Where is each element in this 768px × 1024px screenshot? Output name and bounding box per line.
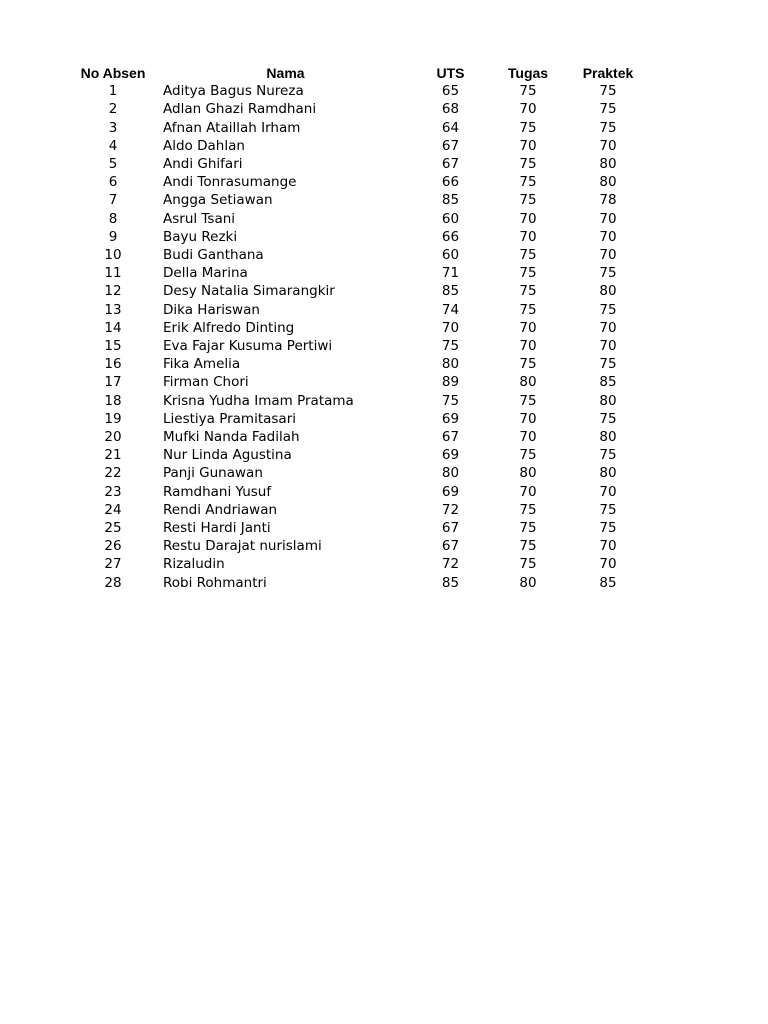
cell-no-absen[interactable]: 11 bbox=[104, 265, 122, 282]
cell-no-absen[interactable]: 12 bbox=[104, 283, 122, 300]
cell-nama[interactable]: Afnan Ataillah Irham bbox=[163, 119, 301, 136]
cell-tugas[interactable]: 75 bbox=[519, 119, 537, 136]
cell-tugas[interactable]: 80 bbox=[519, 374, 537, 391]
cell-tugas[interactable]: 75 bbox=[519, 174, 537, 191]
table-row bbox=[68, 555, 648, 573]
table-row bbox=[68, 137, 648, 155]
cell-nama[interactable]: Firman Chori bbox=[163, 374, 249, 391]
table-row bbox=[68, 319, 648, 337]
cell-no-absen[interactable]: 15 bbox=[104, 338, 122, 355]
cell-praktek[interactable]: 80 bbox=[599, 429, 617, 446]
cell-no-absen[interactable]: 18 bbox=[104, 392, 122, 409]
cell-praktek[interactable]: 75 bbox=[599, 265, 617, 282]
cell-nama[interactable]: Liestiya Pramitasari bbox=[163, 410, 297, 427]
table-row bbox=[68, 173, 648, 191]
cell-no-absen[interactable]: 16 bbox=[104, 356, 122, 373]
cell-nama[interactable]: Asrul Tsani bbox=[163, 210, 236, 227]
table-row bbox=[68, 228, 648, 246]
cell-tugas[interactable]: 75 bbox=[519, 156, 537, 173]
cell-tugas[interactable]: 70 bbox=[519, 228, 537, 245]
cell-no-absen[interactable]: 8 bbox=[108, 210, 118, 227]
cell-tugas[interactable]: 80 bbox=[519, 465, 537, 482]
cell-praktek[interactable]: 70 bbox=[599, 556, 617, 573]
cell-no-absen[interactable]: 14 bbox=[104, 319, 122, 336]
header-row bbox=[68, 64, 648, 82]
table-row bbox=[68, 82, 648, 100]
cell-uts[interactable]: 64 bbox=[441, 119, 460, 136]
cell-no-absen[interactable]: 25 bbox=[104, 520, 122, 537]
cell-nama[interactable]: Restu Darajat nurislami bbox=[163, 538, 322, 555]
cell-no-absen[interactable]: 5 bbox=[108, 156, 118, 173]
cell-no-absen[interactable]: 28 bbox=[104, 574, 122, 591]
cell-uts[interactable]: 72 bbox=[441, 501, 460, 518]
cell-uts[interactable]: 69 bbox=[441, 483, 460, 500]
cell-tugas[interactable]: 70 bbox=[519, 319, 537, 336]
table-row bbox=[68, 428, 648, 446]
table-row bbox=[68, 483, 648, 501]
cell-no-absen[interactable]: 10 bbox=[104, 247, 122, 264]
cell-tugas[interactable]: 75 bbox=[519, 501, 537, 518]
cell-tugas[interactable]: 70 bbox=[519, 410, 537, 427]
cell-no-absen[interactable]: 26 bbox=[104, 538, 122, 555]
table-row bbox=[68, 246, 648, 264]
cell-tugas[interactable]: 70 bbox=[519, 137, 537, 154]
cell-tugas[interactable]: 70 bbox=[519, 483, 537, 500]
cell-praktek[interactable]: 75 bbox=[599, 356, 617, 373]
cell-no-absen[interactable]: 20 bbox=[104, 429, 122, 446]
cell-uts[interactable]: 89 bbox=[441, 374, 460, 391]
cell-tugas[interactable]: 75 bbox=[519, 538, 537, 555]
cell-nama[interactable]: Nur Linda Agustina bbox=[163, 447, 292, 464]
cell-praktek[interactable]: 75 bbox=[599, 447, 617, 464]
cell-tugas[interactable]: 75 bbox=[519, 392, 537, 409]
cell-praktek[interactable]: 75 bbox=[599, 119, 617, 136]
cell-no-absen[interactable]: 23 bbox=[104, 483, 122, 500]
cell-tugas[interactable]: 75 bbox=[519, 247, 537, 264]
table-row bbox=[68, 574, 648, 592]
cell-nama[interactable]: Ramdhani Yusuf bbox=[163, 483, 272, 500]
cell-nama[interactable]: Krisna Yudha Imam Pratama bbox=[163, 392, 354, 409]
cell-no-absen[interactable]: 19 bbox=[104, 410, 122, 427]
cell-tugas[interactable]: 75 bbox=[519, 283, 537, 300]
cell-nama[interactable]: Andi Tonrasumange bbox=[163, 174, 297, 191]
cell-no-absen[interactable]: 2 bbox=[108, 101, 118, 118]
table-row bbox=[68, 519, 648, 537]
cell-tugas[interactable]: 70 bbox=[519, 429, 537, 446]
cell-no-absen[interactable]: 1 bbox=[108, 83, 118, 100]
table-row bbox=[68, 191, 648, 209]
grades-table bbox=[68, 64, 648, 592]
header-praktek[interactable]: Praktek bbox=[582, 65, 634, 81]
cell-praktek[interactable]: 78 bbox=[599, 192, 617, 209]
table-row bbox=[68, 446, 648, 464]
cell-praktek[interactable]: 75 bbox=[599, 83, 617, 100]
cell-praktek[interactable]: 75 bbox=[599, 101, 617, 118]
cell-praktek[interactable]: 75 bbox=[599, 501, 617, 518]
cell-no-absen[interactable]: 24 bbox=[104, 501, 122, 518]
header-tugas[interactable]: Tugas bbox=[507, 65, 549, 81]
cell-tugas[interactable]: 80 bbox=[519, 574, 537, 591]
cell-praktek[interactable]: 85 bbox=[599, 374, 617, 391]
cell-nama[interactable]: Fika Amelia bbox=[163, 356, 241, 373]
cell-uts[interactable]: 67 bbox=[441, 156, 460, 173]
cell-uts[interactable]: 67 bbox=[441, 137, 460, 154]
cell-uts[interactable]: 85 bbox=[441, 192, 460, 209]
cell-nama[interactable]: Aditya Bagus Nureza bbox=[163, 83, 304, 100]
table-row bbox=[68, 355, 648, 373]
table-row bbox=[68, 301, 648, 319]
cell-nama[interactable]: Erik Alfredo Dinting bbox=[163, 319, 295, 336]
cell-no-absen[interactable]: 4 bbox=[108, 137, 118, 154]
cell-tugas[interactable]: 75 bbox=[519, 447, 537, 464]
table-row bbox=[68, 501, 648, 519]
cell-nama[interactable]: Robi Rohmantri bbox=[163, 574, 267, 591]
cell-tugas[interactable]: 75 bbox=[519, 556, 537, 573]
cell-nama[interactable]: Bayu Rezki bbox=[163, 228, 238, 245]
table-row bbox=[68, 537, 648, 555]
cell-tugas[interactable]: 70 bbox=[519, 101, 537, 118]
cell-praktek[interactable]: 70 bbox=[599, 319, 617, 336]
table-row bbox=[68, 392, 648, 410]
cell-no-absen[interactable]: 9 bbox=[108, 228, 118, 245]
cell-praktek[interactable]: 80 bbox=[599, 156, 617, 173]
cell-no-absen[interactable]: 6 bbox=[108, 174, 118, 191]
cell-nama[interactable]: Panji Gunawan bbox=[163, 465, 263, 482]
cell-tugas[interactable]: 70 bbox=[519, 338, 537, 355]
cell-tugas[interactable]: 75 bbox=[519, 192, 537, 209]
cell-praktek[interactable]: 70 bbox=[599, 247, 617, 264]
table-row bbox=[68, 282, 648, 300]
table-row bbox=[68, 373, 648, 391]
cell-uts[interactable]: 75 bbox=[441, 338, 460, 355]
cell-tugas[interactable]: 70 bbox=[519, 210, 537, 227]
cell-nama[interactable]: Eva Fajar Kusuma Pertiwi bbox=[163, 338, 333, 355]
header-nama[interactable]: Nama bbox=[266, 65, 305, 81]
cell-nama[interactable]: Resti Hardi Janti bbox=[163, 520, 271, 537]
cell-praktek[interactable]: 70 bbox=[599, 483, 617, 500]
cell-tugas[interactable]: 75 bbox=[519, 265, 537, 282]
cell-nama[interactable]: Mufki Nanda Fadilah bbox=[163, 429, 300, 446]
cell-nama[interactable]: Aldo Dahlan bbox=[163, 137, 245, 154]
cell-praktek[interactable]: 80 bbox=[599, 283, 617, 300]
cell-tugas[interactable]: 75 bbox=[519, 520, 537, 537]
cell-uts[interactable]: 69 bbox=[441, 447, 460, 464]
cell-uts[interactable]: 66 bbox=[441, 228, 460, 245]
cell-praktek[interactable]: 70 bbox=[599, 210, 617, 227]
cell-tugas[interactable]: 75 bbox=[519, 301, 537, 318]
cell-uts[interactable]: 72 bbox=[441, 556, 460, 573]
table-row bbox=[68, 100, 648, 118]
cell-nama[interactable]: Desy Natalia Simarangkir bbox=[163, 283, 335, 300]
cell-uts[interactable]: 69 bbox=[441, 410, 460, 427]
cell-nama[interactable]: Andi Ghifari bbox=[163, 156, 243, 173]
header-uts[interactable]: UTS bbox=[436, 65, 465, 81]
cell-no-absen[interactable]: 17 bbox=[104, 374, 122, 391]
cell-praktek[interactable]: 75 bbox=[599, 410, 617, 427]
cell-praktek[interactable]: 70 bbox=[599, 538, 617, 555]
cell-uts[interactable]: 65 bbox=[441, 83, 460, 100]
cell-nama[interactable]: Budi Ganthana bbox=[163, 247, 264, 264]
table-row bbox=[68, 155, 648, 173]
cell-praktek[interactable]: 75 bbox=[599, 301, 617, 318]
cell-uts[interactable]: 70 bbox=[441, 319, 460, 336]
table-row bbox=[68, 264, 648, 282]
cell-uts[interactable]: 85 bbox=[441, 574, 460, 591]
cell-nama[interactable]: Rendi Andriawan bbox=[163, 501, 278, 518]
cell-uts[interactable]: 67 bbox=[441, 538, 460, 555]
cell-praktek[interactable]: 75 bbox=[599, 520, 617, 537]
cell-praktek[interactable]: 85 bbox=[599, 574, 617, 591]
cell-no-absen[interactable]: 22 bbox=[104, 465, 122, 482]
cell-uts[interactable]: 60 bbox=[441, 210, 460, 227]
cell-uts[interactable]: 60 bbox=[441, 247, 460, 264]
cell-uts[interactable]: 80 bbox=[441, 356, 460, 373]
cell-praktek[interactable]: 80 bbox=[599, 392, 617, 409]
cell-no-absen[interactable]: 7 bbox=[108, 192, 118, 209]
cell-uts[interactable]: 67 bbox=[441, 429, 460, 446]
cell-nama[interactable]: Della Marina bbox=[163, 265, 248, 282]
cell-no-absen[interactable]: 27 bbox=[104, 556, 122, 573]
cell-praktek[interactable]: 70 bbox=[599, 228, 617, 245]
table-row bbox=[68, 337, 648, 355]
cell-tugas[interactable]: 75 bbox=[519, 83, 537, 100]
cell-uts[interactable]: 68 bbox=[441, 101, 460, 118]
table-row bbox=[68, 210, 648, 228]
cell-praktek[interactable]: 80 bbox=[599, 465, 617, 482]
cell-uts[interactable]: 80 bbox=[441, 465, 460, 482]
cell-tugas[interactable]: 75 bbox=[519, 356, 537, 373]
cell-no-absen[interactable]: 21 bbox=[104, 447, 122, 464]
cell-uts[interactable]: 85 bbox=[441, 283, 460, 300]
table-row bbox=[68, 119, 648, 137]
table-body bbox=[68, 82, 648, 592]
cell-nama[interactable]: Adlan Ghazi Ramdhani bbox=[163, 101, 317, 118]
cell-praktek[interactable]: 80 bbox=[599, 174, 617, 191]
cell-praktek[interactable]: 70 bbox=[599, 338, 617, 355]
cell-no-absen[interactable]: 13 bbox=[104, 301, 122, 318]
cell-nama[interactable]: Dika Hariswan bbox=[163, 301, 260, 318]
cell-no-absen[interactable]: 3 bbox=[108, 119, 118, 136]
header-no-absen[interactable]: No Absen bbox=[80, 65, 146, 81]
cell-uts[interactable]: 66 bbox=[441, 174, 460, 191]
cell-uts[interactable]: 74 bbox=[441, 301, 460, 318]
cell-uts[interactable]: 75 bbox=[441, 392, 460, 409]
cell-uts[interactable]: 71 bbox=[441, 265, 460, 282]
table-row bbox=[68, 410, 648, 428]
cell-nama[interactable]: Rizaludin bbox=[163, 556, 225, 573]
cell-nama[interactable]: Angga Setiawan bbox=[163, 192, 273, 209]
cell-praktek[interactable]: 70 bbox=[599, 137, 617, 154]
table-row bbox=[68, 464, 648, 482]
cell-uts[interactable]: 67 bbox=[441, 520, 460, 537]
spreadsheet-sheet bbox=[68, 64, 648, 592]
